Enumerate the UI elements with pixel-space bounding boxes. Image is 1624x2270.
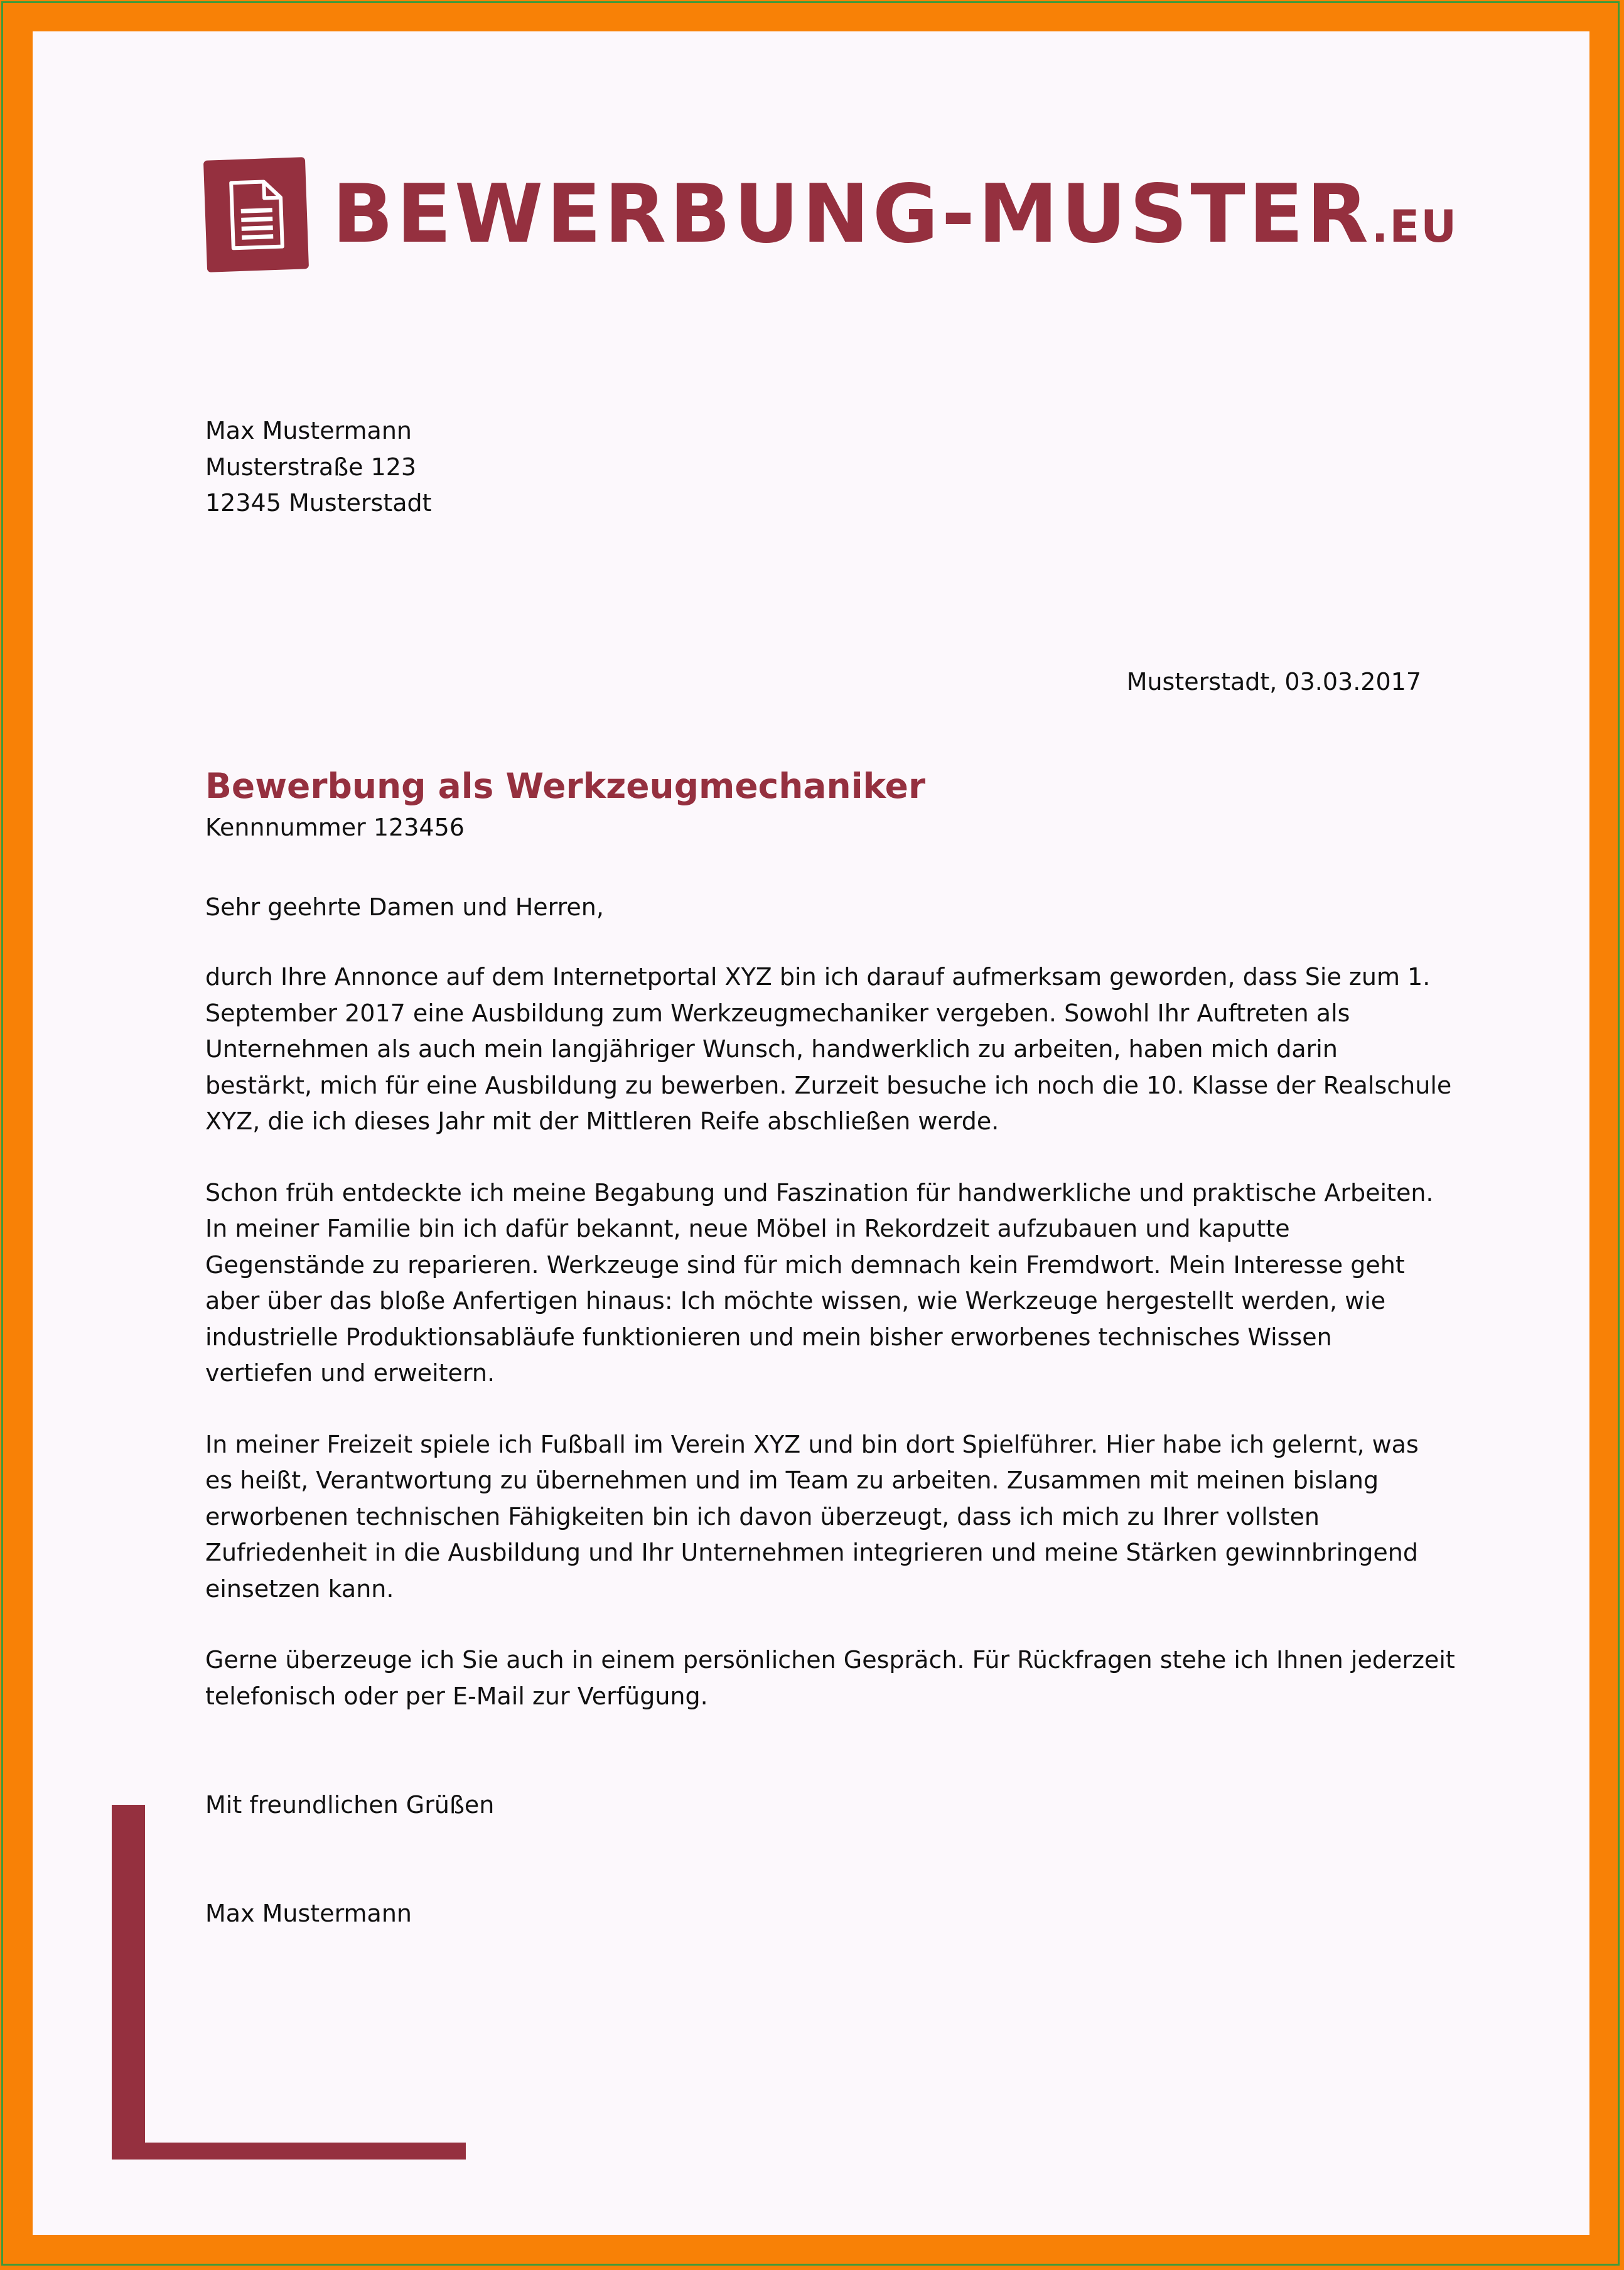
body-line: einsetzen kann. [205,1574,394,1603]
document-icon [203,157,309,272]
reference-number: Kennnummer 123456 [205,814,465,841]
subject-title: Bewerbung als Werkzeugmechaniker [205,766,926,806]
body-line: industrielle Produktionsabläufe funktionieren und mein bisher erworbenes technisches Wissen [205,1323,1332,1351]
body-line: durch Ihre Annonce auf dem Internetportal XYZ bin ich darauf aufmerksam geworden, dass Sie zum 1. [205,963,1431,991]
corner-accent-vertical [112,1805,145,2160]
body-line: Gegenstände zu reparieren. Werkzeuge sind für mich demnach kein Fremdwort. Mein Interesse geht [205,1251,1405,1279]
body-line: In meiner Familie bin ich dafür bekannt, neue Möbel in Rekordzeit aufzubauen und kaputte [205,1215,1290,1242]
paragraph [205,1642,1455,1714]
body-line: bestärkt, mich für eine Ausbildung zu bewerben. Zurzeit besuche ich noch die 10. Klasse der Realschule [205,1071,1452,1099]
body-line: vertiefen und erweitern. [205,1359,495,1387]
body-line: es heißt, Verantwortung zu übernehmen und im Team zu arbeiten. Zusammen mit meinen bislang [205,1466,1379,1494]
body-line: aber über das bloße Anfertigen hinaus: Ich möchte wissen, wie Werkzeuge hergestellt werden, wie [205,1287,1386,1315]
corner-accent-horizontal [112,2143,466,2160]
brand-wordmark [332,168,1458,261]
body-line: Gerne überzeuge ich Sie auch in einem persönlichen Gespräch. Für Rückfragen stehe ich Ihnen jederzeit [205,1646,1455,1674]
body-line: September 2017 eine Ausbildung zum Werkzeugmechaniker vergeben. Sowohl Ihr Auftreten als [205,999,1350,1027]
letter-body [205,959,1455,1750]
body-line: Schon früh entdeckte ich meine Begabung und Faszination für handwerkliche und praktische Arbeiten. [205,1178,1434,1207]
brand-tld: .EU [1371,201,1458,252]
signature-name: Max Mustermann [205,1900,412,1927]
sender-address [205,413,432,522]
letter-page [33,31,1589,2235]
body-line: XYZ, die ich dieses Jahr mit der Mittleren Reife abschließen werde. [205,1107,999,1135]
body-line: In meiner Freizeit spiele ich Fußball im Verein XYZ und bin dort Spielführer. Hier habe ich gelernt, was [205,1430,1419,1458]
sender-city: 12345 Musterstadt [205,489,432,517]
paragraph [205,959,1455,1140]
sender-street: Musterstraße 123 [205,453,417,481]
paragraph [205,1427,1455,1608]
brand-logo [205,152,1458,277]
paragraph [205,1175,1455,1392]
body-line: Unternehmen als auch mein langjähriger Wunsch, handwerklich zu arbeiten, haben mich darin [205,1035,1338,1063]
closing-phrase: Mit freundlichen Grüßen [205,1791,495,1819]
subject-block [205,762,925,846]
date-line: Musterstadt, 03.03.2017 [1126,668,1421,696]
body-line: Zufriedenheit in die Ausbildung und Ihr Unternehmen integrieren und meine Stärken gewinnbringend [205,1539,1419,1566]
body-line: telefonisch oder per E-Mail zur Verfügung. [205,1682,708,1710]
sender-name: Max Mustermann [205,417,412,444]
body-line: erworbenen technischen Fähigkeiten bin ich davon überzeugt, dass ich mich zu Ihrer vollsten [205,1502,1320,1530]
salutation: Sehr geehrte Damen und Herren, [205,893,604,921]
brand-name: BEWERBUNG-MUSTER [332,168,1372,261]
document-icon-glyph [227,178,285,250]
